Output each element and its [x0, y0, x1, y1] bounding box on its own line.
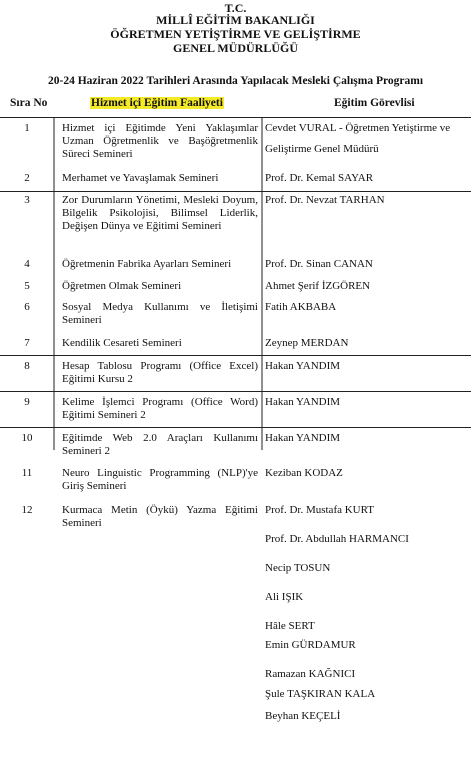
- column-header-no: Sıra No: [10, 97, 48, 109]
- row-divider: [0, 355, 471, 356]
- row-instructor: Ahmet Şerif İZGÖREN: [265, 280, 371, 292]
- row-instructor: Beyhan KEÇELİ: [265, 710, 341, 722]
- row-instructor: Ramazan KAĞNICI: [265, 668, 356, 680]
- row-instructor: Prof. Dr. Kemal SAYAR: [265, 172, 374, 184]
- row-activity: Kelime İşlemci Programı (Office Word) Eğitimi Semineri 2: [62, 396, 258, 421]
- row-instructor: Prof. Dr. Sinan CANAN: [265, 258, 373, 270]
- column-header-activity: Hizmet içi Eğitim Faaliyeti: [91, 97, 223, 109]
- row-instructor: Ali IŞIK: [265, 591, 304, 603]
- row-no: 12: [21, 504, 33, 516]
- header-line-4: GENEL MÜDÜRLÜĞÜ: [172, 41, 298, 55]
- row-no: 4: [24, 258, 30, 270]
- row-instructor: Hakan YANDIM: [265, 396, 341, 408]
- row-instructor: Fatih AKBABA: [265, 301, 337, 313]
- row-no: 10: [21, 432, 33, 444]
- row-no: 11: [21, 467, 33, 479]
- header-line-2: MİLLÎ EĞİTİM BAKANLIĞI: [156, 13, 315, 27]
- header-line-1: T.C.: [224, 1, 247, 15]
- row-activity: Kendilik Cesareti Semineri: [62, 337, 182, 349]
- row-activity: Hizmet içi Eğitimde Yeni Yaklaşımlar Uzman Öğretmenlik ve Başöğretmenlik Süreci Semineri: [62, 122, 258, 160]
- row-instructor: Geliştirme Genel Müdürü: [265, 143, 379, 155]
- row-activity: Merhamet ve Yavaşlamak Semineri: [62, 172, 219, 184]
- row-divider: [0, 391, 471, 392]
- row-instructor: Hâle SERT: [265, 620, 315, 632]
- row-activity: Öğretmen Olmak Semineri: [62, 280, 182, 292]
- row-instructor: Prof. Dr. Nevzat TARHAN: [265, 194, 385, 206]
- row-instructor: Şule TAŞKIRAN KALA: [265, 688, 376, 700]
- row-instructor: Zeynep MERDAN: [265, 337, 349, 349]
- row-activity: Hesap Tablosu Programı (Office Excel) Eğitimi Kursu 2: [62, 360, 258, 385]
- row-instructor: Hakan YANDIM: [265, 432, 341, 444]
- row-no: 1: [24, 122, 30, 134]
- row-no: 3: [24, 194, 30, 206]
- row-activity: Öğretmenin Fabrika Ayarları Semineri: [62, 258, 232, 270]
- row-no: 9: [24, 396, 30, 408]
- row-activity: Eğitimde Web 2.0 Araçları Kullanımı Semineri 2: [62, 432, 258, 457]
- row-no: 7: [24, 337, 30, 349]
- row-no: 2: [24, 172, 30, 184]
- row-instructor: Keziban KODAZ: [265, 467, 343, 479]
- header-divider: [0, 117, 471, 118]
- row-no: 5: [24, 280, 30, 292]
- column-header-instructor: Eğitim Görevlisi: [334, 97, 415, 109]
- row-instructor: Prof. Dr. Abdullah HARMANCI: [265, 533, 409, 545]
- row-instructor: Cevdet VURAL - Öğretmen Yetiştirme ve: [265, 122, 451, 134]
- row-divider: [0, 191, 471, 192]
- row-no: 8: [24, 360, 30, 372]
- row-divider: [0, 427, 471, 428]
- row-instructor: Necip TOSUN: [265, 562, 331, 574]
- program-title: 20-24 Haziran 2022 Tarihleri Arasında Yapılacak Mesleki Çalışma Programı: [47, 75, 424, 87]
- row-activity: Kurmaca Metin (Öykü) Yazma Eğitimi Semineri: [62, 504, 258, 529]
- row-instructor: Prof. Dr. Mustafa KURT: [265, 504, 375, 516]
- header-line-3: ÖĞRETMEN YETİŞTİRME VE GELİŞTİRME: [110, 27, 361, 41]
- row-instructor: Hakan YANDIM: [265, 360, 341, 372]
- row-activity: Neuro Linguistic Programming (NLP)'ye Giriş Semineri: [62, 467, 258, 492]
- row-no: 6: [24, 301, 30, 313]
- row-activity: Zor Durumların Yönetimi, Mesleki Doyum, Bilgelik Psikolojisi, Bilimsel Liderlik, Değişen Dünya ve Eğitimi Semineri: [62, 194, 258, 232]
- row-activity: Sosyal Medya Kullanımı ve İletişimi Semineri: [62, 301, 258, 326]
- row-instructor: Emin GÜRDAMUR: [265, 639, 356, 651]
